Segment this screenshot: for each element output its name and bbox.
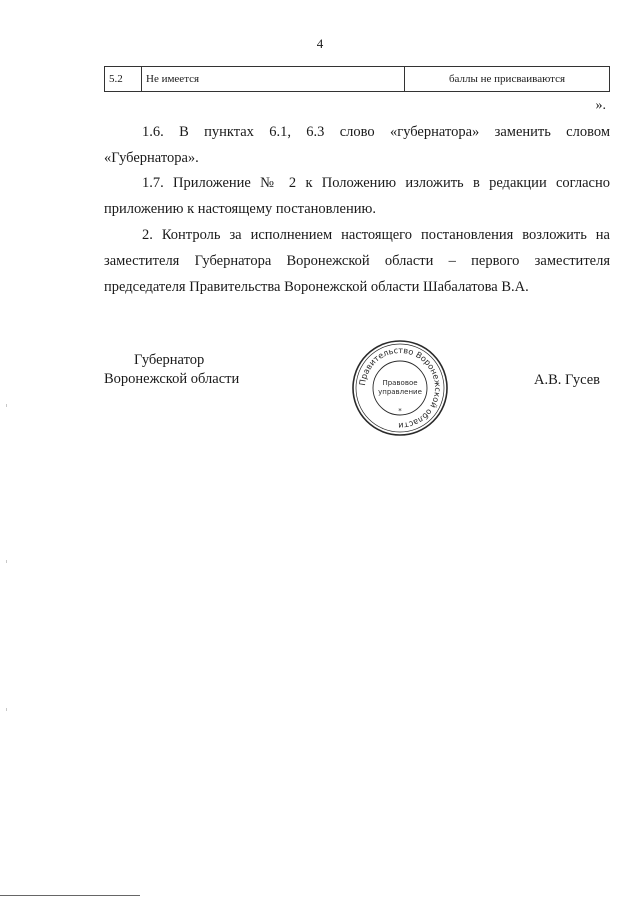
- signatory-title: [104, 351, 274, 389]
- seal-star-icon: *: [398, 407, 402, 415]
- bottom-rule: [0, 895, 140, 896]
- paragraph-line: заместителя Губернатора Воронежской области – первого заместителя: [104, 253, 610, 269]
- seal-ring-text: Правительство Воронежской области: [357, 344, 444, 432]
- margin-mark: [6, 708, 7, 711]
- paragraph-line: председателя Правительства Воронежской области Шабалатова В.А.: [104, 279, 529, 295]
- table-cell-number: 5.2: [105, 67, 142, 92]
- paragraph-line: приложению к настоящему постановлению.: [104, 201, 376, 217]
- table-cell-score: баллы не присваиваются: [405, 67, 610, 92]
- closing-quote: ».: [595, 98, 606, 113]
- paragraph-2: [104, 222, 610, 300]
- seal-center-line1: Правовое: [382, 379, 418, 387]
- criteria-table: [104, 66, 610, 92]
- signatory-title-line1: Губернатор: [134, 352, 205, 368]
- official-seal: [350, 338, 450, 438]
- seal-center-line2: управление: [378, 388, 422, 396]
- paragraph-line: 2. Контроль за исполнением настоящего постановления возложить на: [142, 227, 610, 243]
- margin-mark: [6, 560, 7, 563]
- table-row: [105, 67, 610, 92]
- signatory-title-line2: Воронежской области: [104, 371, 240, 387]
- table-cell-description: Не имеется: [142, 67, 405, 92]
- signatory-name: А.В. Гусев: [534, 372, 600, 388]
- margin-mark: [6, 404, 7, 407]
- paragraph-1-7: [104, 170, 610, 222]
- page-number: 4: [316, 36, 324, 51]
- paragraph-line: 1.7. Приложение № 2 к Положению изложить в редакции согласно: [142, 175, 610, 191]
- paragraph-1-6: [104, 119, 610, 171]
- paragraph-line: 1.6. В пунктах 6.1, 6.3 слово «губернатора» заменить словом: [142, 124, 610, 140]
- paragraph-line: «Губернатора».: [104, 150, 199, 166]
